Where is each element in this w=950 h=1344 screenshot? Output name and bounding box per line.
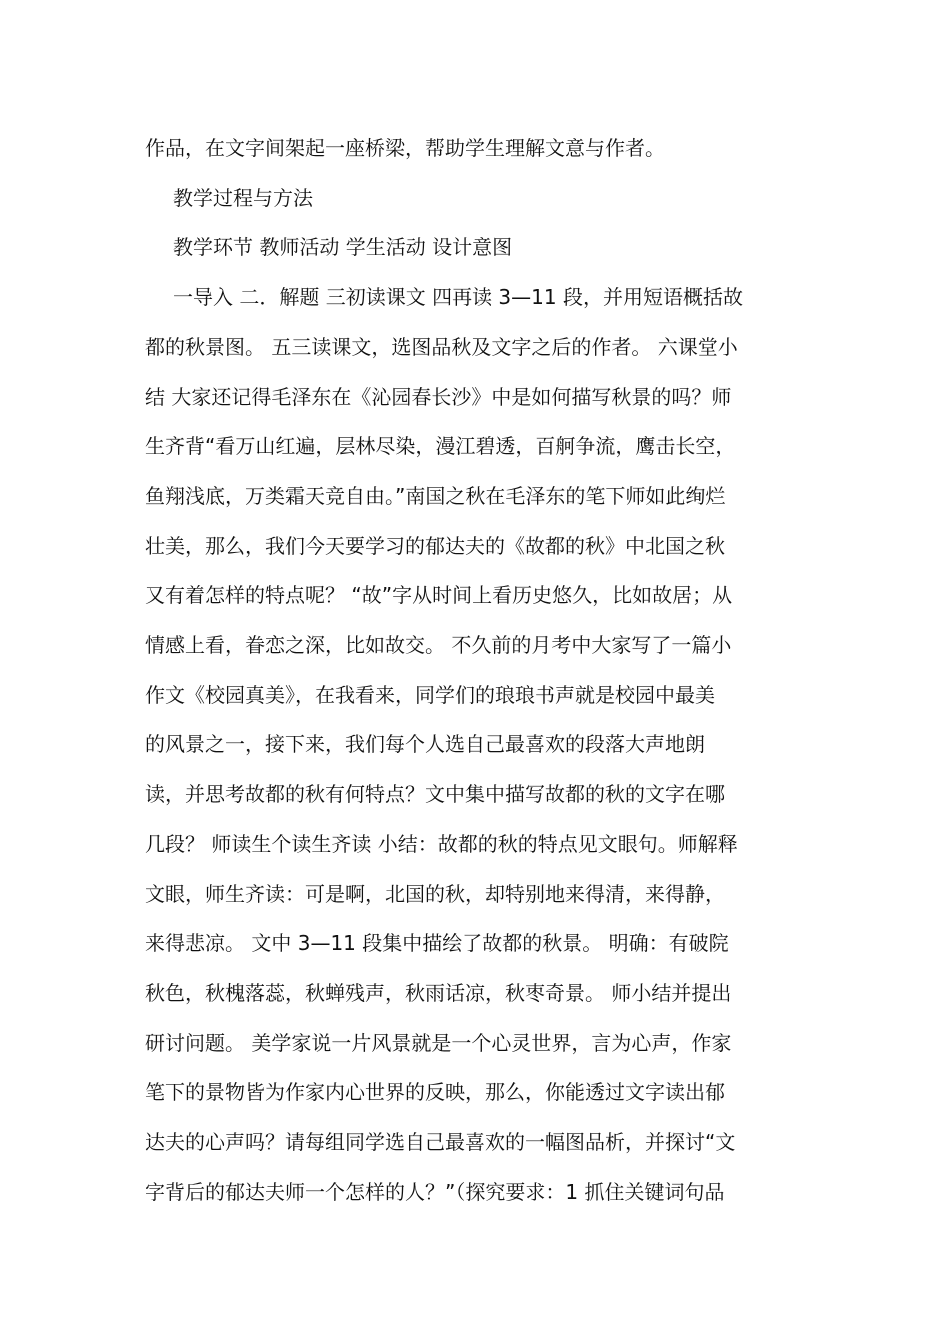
text-line: 情感上看，眷恋之深，比如故交。 不久前的月考中大家写了一篇小 [145,633,732,658]
document-body [145,124,813,1217]
section-heading [145,174,813,224]
text-line: 达夫的心声吗？请每组同学选自己最喜欢的一幅图品析，并探讨“文 [145,1130,736,1155]
table-header-paragraph [145,223,813,273]
text-line: 作文《校园真美》，在我看来，同学们的琅琅书声就是校园中最美 [145,682,715,707]
body-paragraph [145,273,813,1217]
text-line: 几段？ 师读生个读生齐读 小结：故都的秋的特点见文眼句。师解释 [145,831,738,856]
continuation-paragraph [145,124,813,174]
text-line: 笔下的景物皆为作家内心世界的反映，那么，你能透过文字读出郁 [145,1080,725,1105]
text-line: 壮美，那么，我们今天要学习的郁达夫的《故都的秋》中北国之秋 [145,533,725,558]
section-heading-text: 教学过程与方法 [173,185,313,210]
text-line: 来得悲凉。 文中 3—11 段集中描绘了故都的秋景。 明确：有破院 [145,931,729,956]
text-line: 读，并思考故都的秋有何特点？文中集中描写故都的秋的文字在哪 [145,782,725,807]
text-line: 秋色，秋槐落蕊，秋蝉残声，秋雨话凉，秋枣奇景。 师小结并提出 [145,980,732,1005]
table-header-text: 教学环节 教师活动 学生活动 设计意图 [173,235,513,260]
text-line: 结 大家还记得毛泽东在《沁园春长沙》中是如何描写秋景的吗？师 [145,384,732,409]
text-line: 研讨问题。 美学家说一片风景就是一个心灵世界，言为心声，作家 [145,1030,732,1055]
text-line: 的风景之一，接下来，我们每个人选自己最喜欢的段落大声地朗 [145,732,705,757]
text-line: 又有着怎样的特点呢？ “故”字从时间上看历史悠久，比如故居；从 [145,583,733,608]
text-line: 文眼，师生齐读：可是啊，北国的秋，却特别地来得清，来得静， [145,881,725,906]
text-line: 鱼翔浅底，万类霜天竞自由。”南国之秋在毛泽东的笔下师如此绚烂 [145,483,726,508]
text-line: 都的秋景图。 五三读课文，选图品秋及文字之后的作者。 六课堂小 [145,334,738,359]
text-line: 作品，在文字间架起一座桥梁，帮助学生理解文意与作者。 [145,136,665,160]
text-line: 生齐背“看万山红遍，层林尽染，漫江碧透，百舸争流，鹰击长空， [145,434,736,459]
text-line: 字背后的郁达夫师一个怎样的人？”（探究要求：1 抓住关键词句品 [145,1179,725,1204]
text-line: 一导入 二．解题 三初读课文 四再读 3—11 段，并用短语概括故 [173,285,743,310]
